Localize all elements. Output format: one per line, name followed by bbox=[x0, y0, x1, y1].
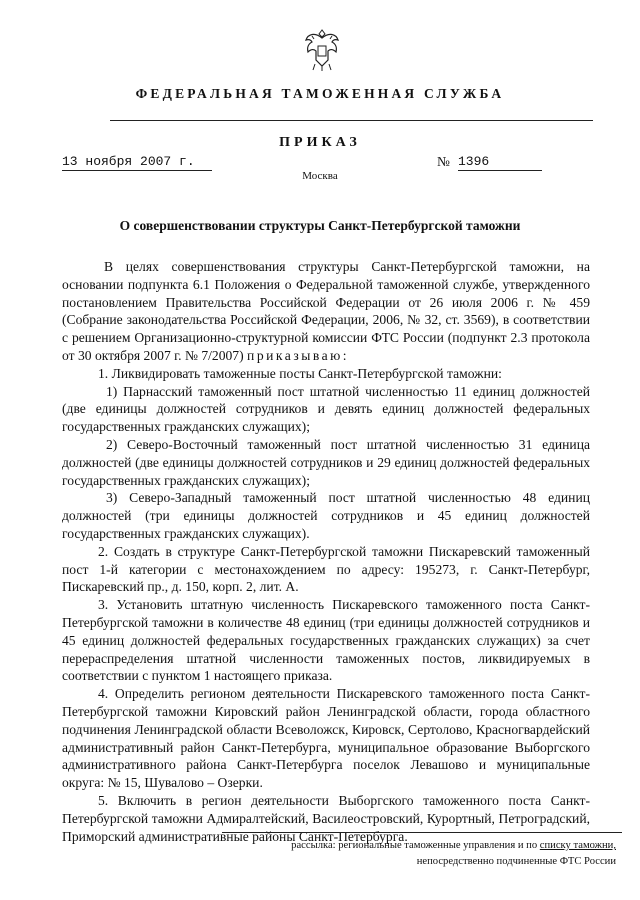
item-5: 5. Включить в регион деятельности Выборгского таможенного поста Санкт-Петербургской таможни Адмиралтейский, Василеостровский, Курортный, Петроградский, Приморский административные районы Санкт-Петербурга. bbox=[62, 792, 590, 844]
intro-text: В целях совершенствования структуры Санкт-Петербургской таможни, на основании подпункта 6.1 Положения о Федеральной таможенной службе, утвержденного постановлением Правительства Российской Федерации от 26 июля 2006 г. № 459 (Собрание законодательства Российской Федерации, 2006, № 32, ст. 3569), в соответствии с решением Организационно-структурной комиссии ФТС России (подпункт 2.3 протокола от 30 октября 2007 г. № 7/2007) bbox=[62, 259, 590, 363]
order-date: 13 ноября 2007 г. bbox=[62, 154, 212, 171]
item-1-3: 3) Северо-Западный таможенный пост штатной численностью 48 единиц должностей (три единицы должностей сотрудников и 45 единиц должностей государственных гражданских служащих). bbox=[62, 490, 590, 541]
header-divider bbox=[110, 120, 593, 121]
distribution-line-2: непосредственно подчиненные ФТС России bbox=[416, 856, 616, 867]
double-headed-eagle-icon bbox=[303, 26, 341, 72]
distribution-link: списку таможни, bbox=[539, 840, 616, 851]
item-1-2: 2) Северо-Восточный таможенный пост штатной численностью 31 единица должностей (две единицы должностей сотрудников и 29 единиц должностей федеральных государственных гражданских служащих); bbox=[62, 436, 590, 488]
item-2: 2. Создать в структуре Санкт-Петербургской таможни Пискаревский таможенный пост 1-й категории с местонахождением по адресу: 195273, г. Санкт-Петербург, Пискаревский пр., д. 150, корп. 2, лит. А. bbox=[62, 543, 590, 595]
agency-name: ФЕДЕРАЛЬНАЯ ТАМОЖЕННАЯ СЛУЖБА bbox=[135, 86, 505, 101]
order-subject: О совершенствовании структуры Санкт-Петербургской таможни bbox=[119, 218, 521, 233]
order-number-sign: № bbox=[437, 154, 450, 169]
distribution-divider bbox=[222, 832, 622, 833]
item-1: 1. Ликвидировать таможенные посты Санкт-Петербургской таможни: bbox=[98, 365, 502, 381]
order-title: ПРИКАЗ bbox=[279, 135, 361, 150]
coat-of-arms-emblem bbox=[303, 26, 341, 72]
order-city: Москва bbox=[302, 170, 338, 182]
distribution-list bbox=[228, 838, 616, 870]
item-3: 3. Установить штатную численность Пискаревского таможенного поста Санкт-Петербургской таможни в количестве 48 единиц (три единицы должностей сотрудников и 45 единиц должностей федеральных государственных гражданских служащих) за счет перераспределения штатной численности таможенных постов, ликвидируемых в соответствии с пунктом 1 настоящего приказа. bbox=[62, 597, 590, 684]
distribution-prefix: рассылка: региональные таможенные управления и по bbox=[291, 840, 538, 851]
intro-paragraph bbox=[62, 258, 590, 365]
item-1-1: 1) Парнасский таможенный пост штатной численностью 11 единиц должностей (две единицы должностей сотрудников и девять единиц должностей федеральных государственных гражданских служащих); bbox=[62, 383, 590, 435]
distribution-line-1 bbox=[228, 838, 616, 854]
order-word: приказываю: bbox=[247, 347, 350, 363]
order-body bbox=[62, 258, 590, 845]
item-4: 4. Определить регионом деятельности Пискаревского таможенного поста Санкт-Петербургской таможни Кировский район Ленинградской области, города областного подчинения Ленинградской области Всеволожск, Кировск, Сертолово, Красногвардейский административный район Санкт-Петербурга, муниципальное образование Выборгского административного района Санкт-Петербурга поселок Левашово и муниципальные округа: № 15, Шувалово – Озерки. bbox=[62, 686, 590, 791]
order-number: 1396 bbox=[458, 154, 542, 171]
